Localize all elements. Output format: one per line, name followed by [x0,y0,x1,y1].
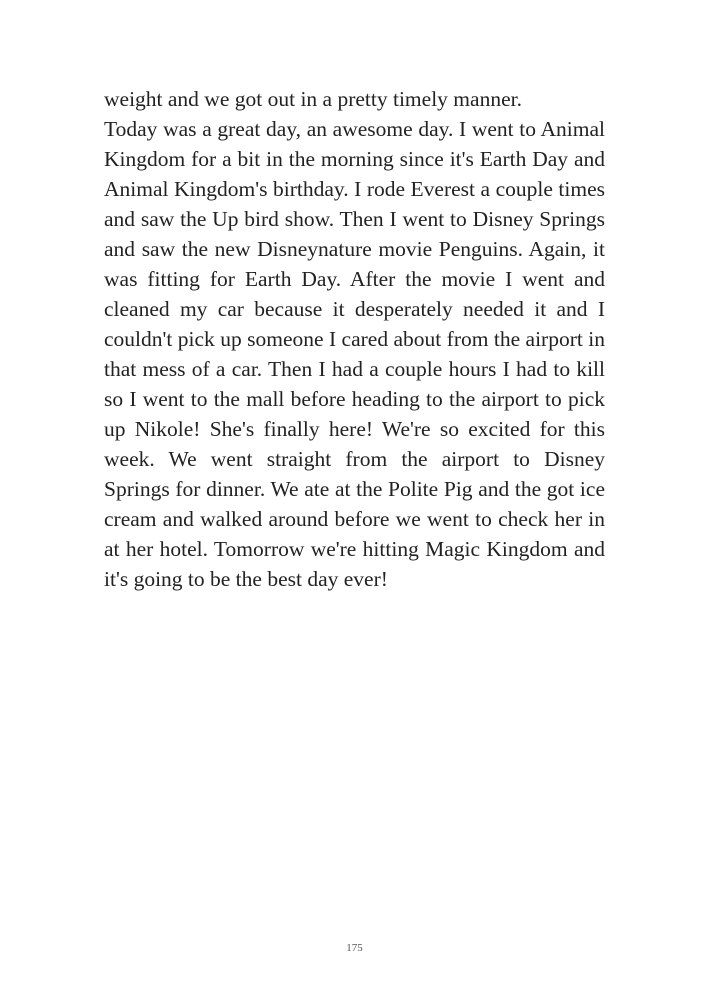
page-number: 175 [346,942,363,954]
journal-paragraph: Today was a great day, an awesome day. I went to Animal Kingdom for a bit in the morning since it's Earth Day and Animal Kingdom's birthday. I rode Everest a couple times and saw the Up bird show. Then I went to Disney Springs and saw the new Disneynature movie Penguins. Again, it was fitting for Earth Day. After the movie I went and cleaned my car because it desperately needed it and I couldn't pick up someone I cared about from the airport in that mess of a car. Then I had a couple hours I had to kill so I went to the mall before heading to the airport to pick up Nikole! She's finally here! We're so excited for this week. We went straight from the airport to Disney Springs for dinner. We ate at the Polite Pig and the got ice cream and walked around before we went to check her in at her hotel. Tomorrow we're hitting Magic Kingdom and it's going to be the best day ever! [104,117,605,591]
body-text [104,84,605,594]
continuation-line: weight and we got out in a pretty timely manner. [104,87,522,111]
